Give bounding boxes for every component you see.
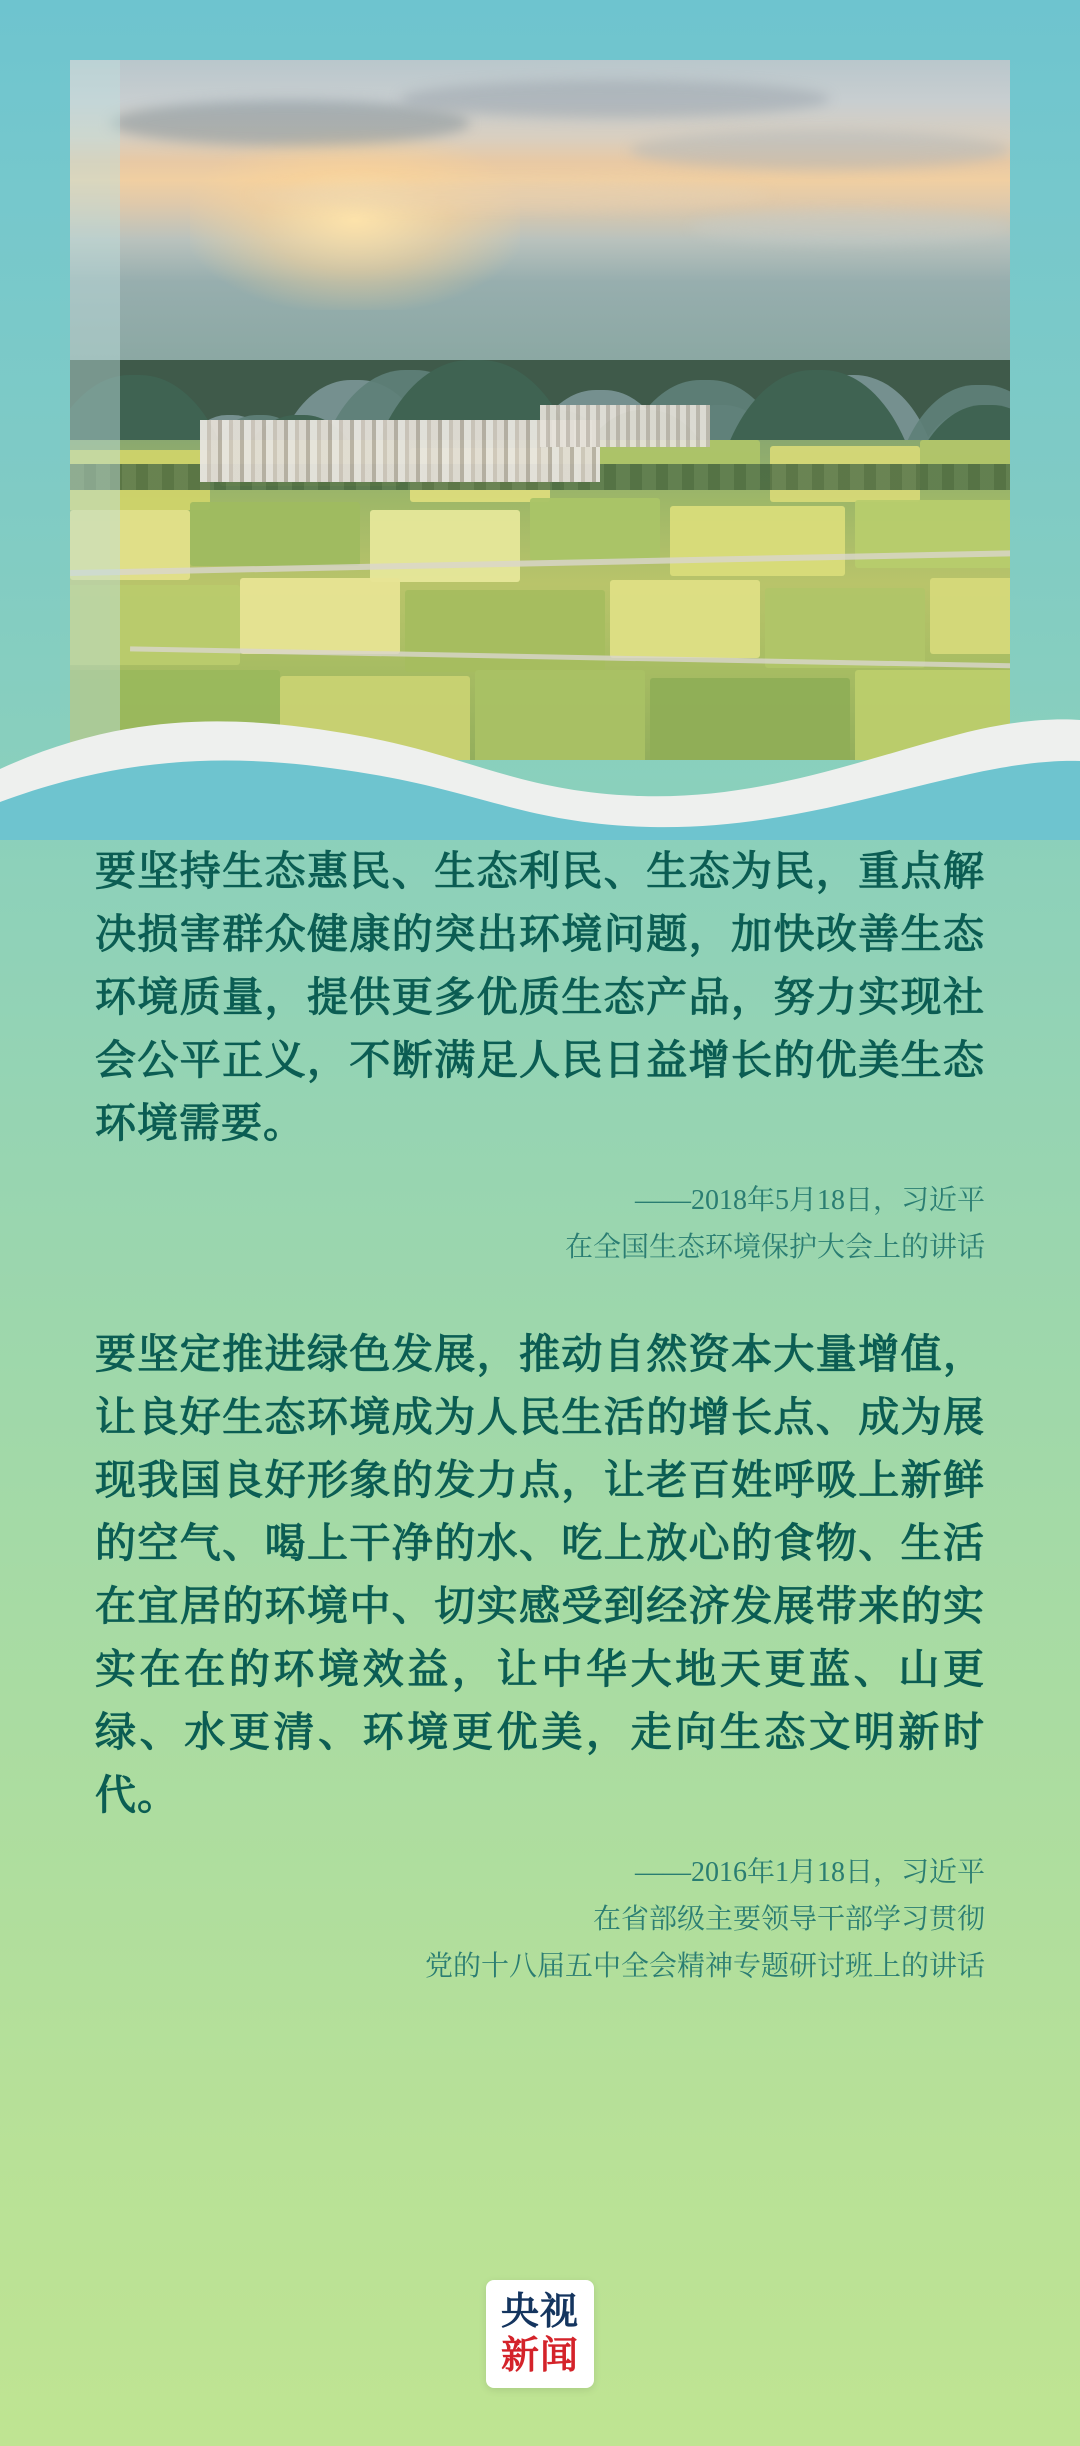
quote-text: 要坚持生态惠民、生态利民、生态为民，重点解决损害群众健康的突出环境问题，加快改善生态环境质量，提供更多优质生态产品，努力实现社会公平正义，不断满足人民日益增长的优美生态环境需要。 <box>95 848 985 1146</box>
wave-divider-icon <box>0 674 1080 840</box>
hero-photo-area <box>0 0 1080 840</box>
attribution-line: 在全国生态环境保护大会上的讲话 <box>564 1232 985 1263</box>
photo-cloud <box>630 130 1010 170</box>
hero-photo <box>70 60 1010 760</box>
quotes-container <box>0 840 1080 1990</box>
quote-text: 要坚定推进绿色发展，推动自然资本大量增值，让良好生态环境成为人民生活的增长点、成为展现我国良好形象的发力点，让老百姓呼吸上新鲜的空气、喝上干净的水、吃上放心的食物、生活在宜居的环境中、切实感受到经济发展带来的实实在在的环境效益，让中华大地天更蓝、山更绿、水更清、环境更优美，走向生态文明新时代。 <box>95 1331 985 1818</box>
attribution-line: 在省部级主要领导干部学习贯彻 <box>592 1904 985 1935</box>
photo-cloud <box>400 80 830 118</box>
logo-line-one: 央视 <box>500 2291 579 2333</box>
quote-block <box>95 840 985 1271</box>
logo-line-two: 新闻 <box>500 2335 579 2377</box>
photo-cloud <box>250 180 770 210</box>
attribution-line: 党的十八届五中全会精神专题研讨班上的讲话 <box>424 1951 985 1982</box>
photo-left-overlay-band <box>70 60 120 760</box>
attribution-line: ——2018年5月18日，习近平 <box>634 1185 985 1216</box>
attribution-line: ——2016年1月18日，习近平 <box>634 1857 985 1888</box>
quote-attribution <box>95 1177 985 1271</box>
photo-village-secondary <box>540 405 710 447</box>
cctv-news-logo <box>486 2280 594 2388</box>
quote-attribution <box>95 1849 985 1990</box>
photo-cloud <box>110 100 470 146</box>
quote-block <box>95 1323 985 1990</box>
